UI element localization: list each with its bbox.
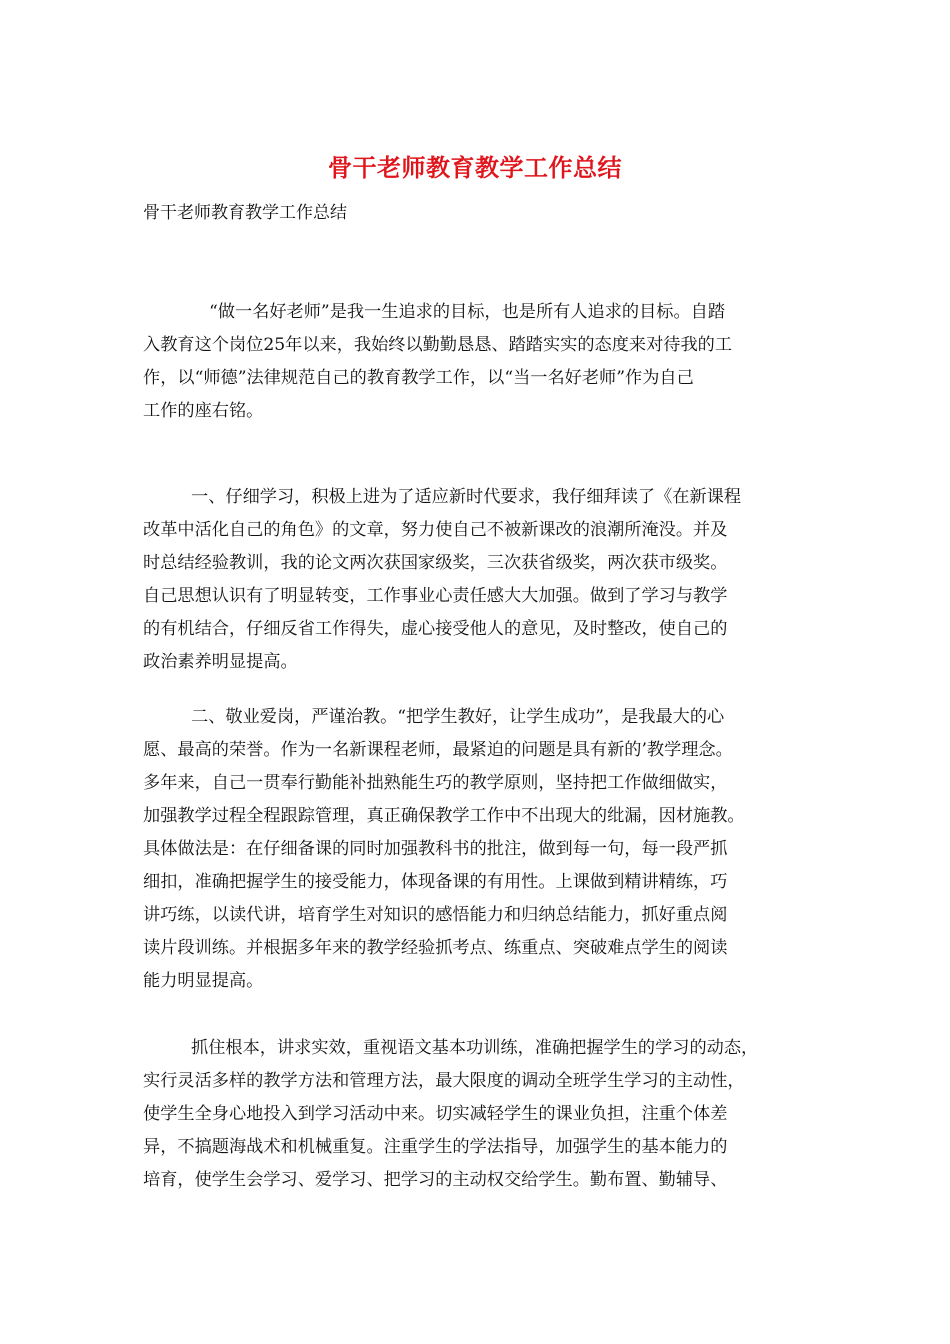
- paragraph-line: 抓住根本，讲求实效，重视语文基本功训练，准确把握学生的学习的动态，: [191, 1038, 759, 1058]
- paragraph-line: 二、敬业爱岗，严谨治教。“把学生教好，让学生成功”，是我最大的心: [191, 707, 725, 727]
- document-subtitle: 骨干老师教育教学工作总结: [143, 203, 347, 223]
- paragraph-line: 一、仔细学习，积极上进为了适应新时代要求，我仔细拜读了《在新课程: [191, 487, 742, 507]
- paragraph-line: 的有机结合，仔细反省工作得失，虚心接受他人的意见，及时整改，使自己的: [143, 619, 728, 639]
- paragraph-line: 愿、最高的荣誉。作为一名新课程老师，最紧迫的问题是具有新的’教学理念。: [143, 740, 733, 760]
- paragraph-line: 讲巧练，以读代讲，培育学生对知识的感悟能力和归纳总结能力，抓好重点阅: [143, 905, 728, 925]
- paragraph-line: 具体做法是：在仔细备课的同时加强教科书的批注，做到每一句，每一段严抓: [143, 839, 728, 859]
- paragraph-2: [143, 481, 827, 679]
- paragraph-line: 读片段训练。并根据多年来的教学经验抓考点、练重点、突破难点学生的阅读: [143, 938, 728, 958]
- paragraph-line: 细扣，准确把握学生的接受能力，体现备课的有用性。上课做到精讲精练，巧: [143, 872, 728, 892]
- paragraph-line: 入教育这个岗位25年以来，我始终以勤勤恳恳、踏踏实实的态度来对待我的工: [143, 335, 733, 355]
- paragraph-line: 异，不搞题海战术和机械重复。注重学生的学法指导，加强学生的基本能力的: [143, 1137, 728, 1157]
- paragraph-line: 使学生全身心地投入到学习活动中来。切实减轻学生的课业负担，注重个体差: [143, 1104, 728, 1124]
- paragraph-3: [143, 701, 827, 998]
- paragraph-1: [143, 296, 827, 428]
- paragraph-line: 培育，使学生会学习、爱学习、把学习的主动权交给学生。勤布置、勤辅导、: [143, 1170, 728, 1190]
- paragraph-line: “做一名好老师”是我一生追求的目标，也是所有人追求的目标。自踏: [209, 302, 726, 322]
- paragraph-line: 加强教学过程全程跟踪管理，真正确保教学工作中不出现大的纰漏，因材施教。: [143, 806, 745, 826]
- paragraph-line: 改革中活化自己的角色》的文章，努力使自己不被新课改的浪潮所淹没。并及: [143, 520, 728, 540]
- paragraph-line: 多年来，自己一贯奉行勤能补拙熟能生巧的教学原则，坚持把工作做细做实，: [143, 773, 728, 793]
- paragraph-line: 作，以“师德”法律规范自己的教育教学工作，以“当一名好老师”作为自己: [143, 368, 694, 388]
- document-title: 骨干老师教育教学工作总结: [328, 153, 622, 182]
- paragraph-line: 能力明显提高。: [143, 971, 264, 991]
- paragraph-line: 时总结经验教训，我的论文两次获国家级奖，三次获省级奖，两次获市级奖。: [143, 553, 728, 573]
- paragraph-4: [143, 1032, 827, 1197]
- paragraph-line: 工作的座右铭。: [143, 401, 264, 421]
- paragraph-line: 自己思想认识有了明显转变，工作事业心责任感大大加强。做到了学习与教学: [143, 586, 728, 606]
- paragraph-line: 政治素养明显提高。: [143, 652, 298, 672]
- paragraph-line: 实行灵活多样的教学方法和管理方法，最大限度的调动全班学生学习的主动性，: [143, 1071, 745, 1091]
